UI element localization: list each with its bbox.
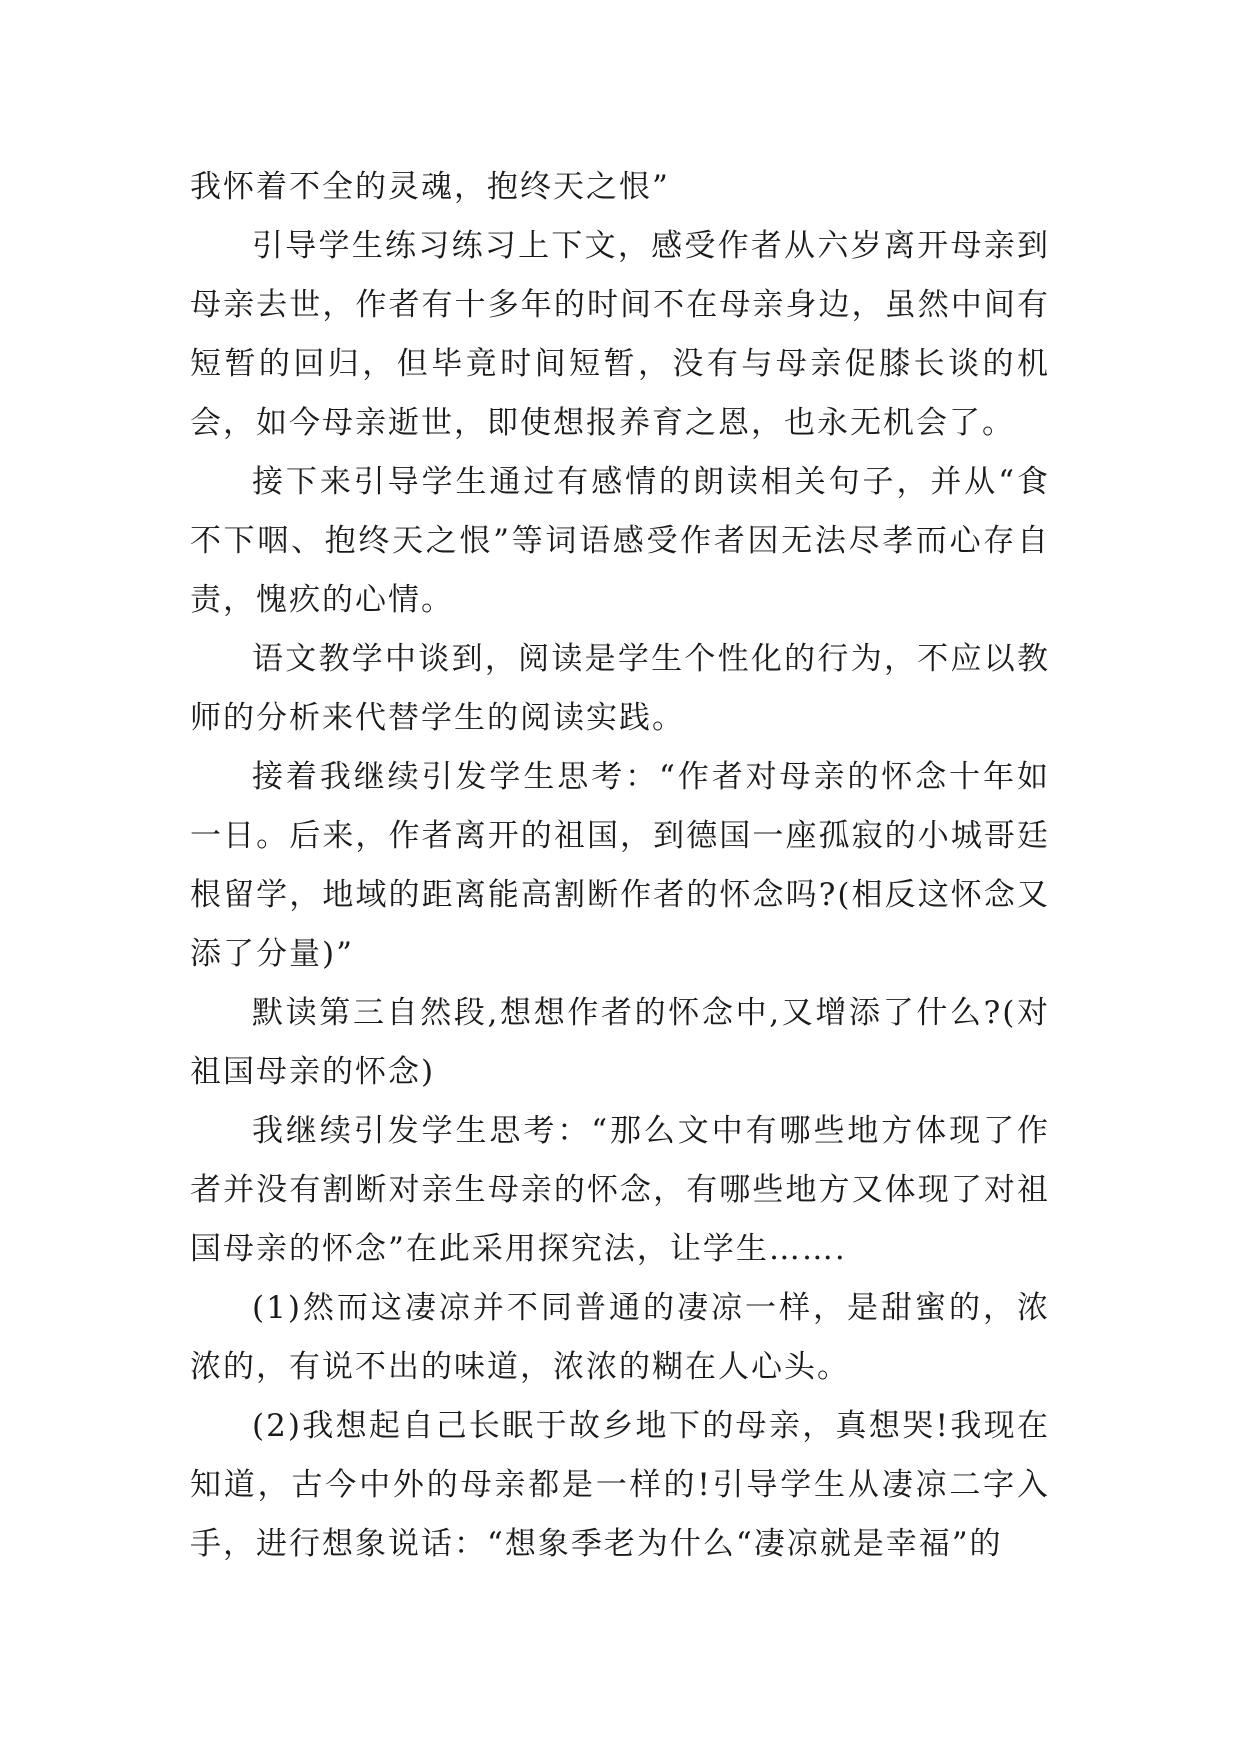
paragraph-3: 接下来引导学生通过有感情的朗读相关句子，并从“食不下咽、抱终天之恨”等词语感受作者因无法尽孝而心存自责，愧疚的心情。 [190,464,1050,618]
paragraph-7: 我继续引发学生思考：“那么文中有哪些地方体现了作者并没有割断对亲生母亲的怀念，有哪些地方又体现了对祖国母亲的怀念”在此采用探究法，让学生……. [190,1113,1050,1267]
paragraph-4: 语文教学中谈到，阅读是学生个性化的行为，不应以教师的分析来代替学生的阅读实践。 [190,641,1050,736]
paragraph-5: 接着我继续引发学生思考：“作者对母亲的怀念十年如一日。后来，作者离开的祖国，到德国一座孤寂的小城哥廷根留学，地域的距离能高割断作者的怀念吗?(相反这怀念又添了分量)” [190,759,1050,972]
paragraph-1: 我怀着不全的灵魂，抱终天之恨” [190,169,670,205]
paragraph-8: (1)然而这凄凉并不同普通的凄凉一样，是甜蜜的，浓浓的，有说不出的味道，浓浓的糊在人心头。 [190,1290,1050,1385]
document-body [190,158,1050,1574]
paragraph-9: (2)我想起自己长眠于故乡地下的母亲，真想哭!我现在知道，古今中外的母亲都是一样的!引导学生从凄凉二字入手，进行想象说话：“想象季老为什么“凄凉就是幸福”的 [190,1408,1050,1562]
paragraph-2: 引导学生练习练习上下文，感受作者从六岁离开母亲到母亲去世，作者有十多年的时间不在母亲身边，虽然中间有短暂的回归，但毕竟时间短暂，没有与母亲促膝长谈的机会，如今母亲逝世，即使想报养育之恩，也永无机会了。 [190,228,1050,441]
paragraph-6: 默读第三自然段,想想作者的怀念中,又增添了什么?(对祖国母亲的怀念) [190,995,1050,1090]
